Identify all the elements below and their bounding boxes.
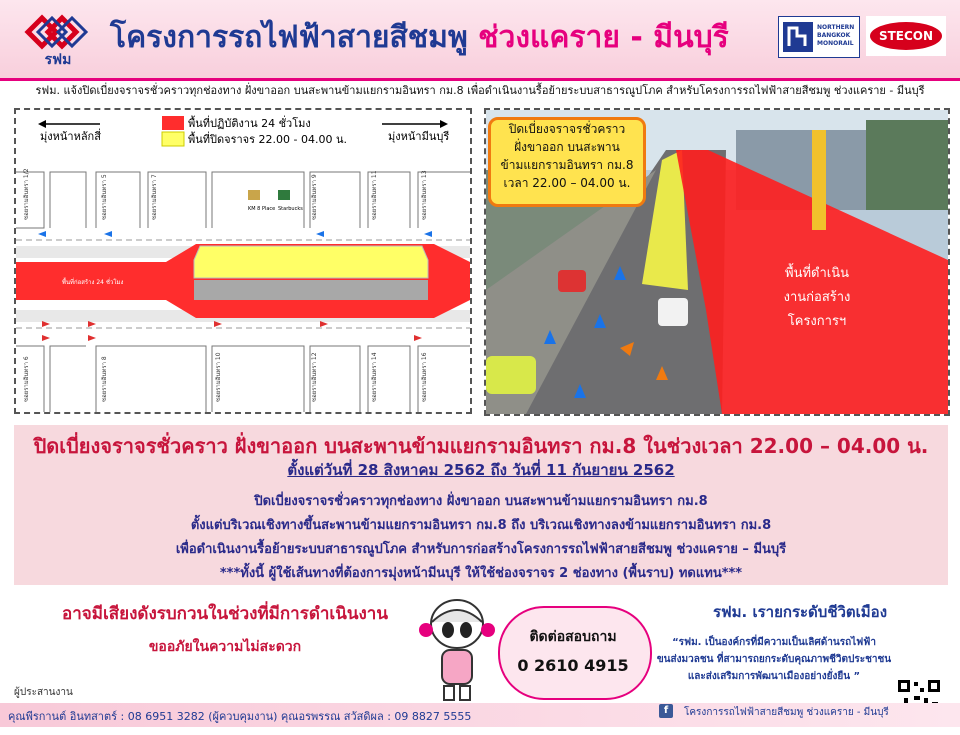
noise-warning: อาจมีเสียงดังรบกวนในช่วงที่มีการดำเนินงาน bbox=[62, 604, 388, 624]
soi-label: ซอยรามอินทรา 1/2 bbox=[23, 168, 30, 220]
nbm-logo-line1: NORTHERN bbox=[817, 24, 855, 31]
nbm-logo-line3: MONORAIL bbox=[817, 40, 854, 47]
info-line: ตั้งแต่บริเวณเชิงทางขึ้นสะพานข้ามแยกรามอินทรา กม.8 ถึง บริเวณเชิงทางลงข้ามแยกรามอินทรา กม.8 bbox=[190, 518, 772, 533]
dir-right-label: มุ่งหน้ามีนบุรี bbox=[388, 130, 450, 143]
photo-work-label bbox=[762, 262, 872, 334]
work-label-line: โครงการฯ bbox=[787, 314, 847, 329]
notice-line: รฟม. แจ้งปิดเบี่ยงจราจรชั่วคราวทุกช่องทาง ฝั่งขาออก บนสะพานข้ามแยกรามอินทรา กม.8 เพื่อดำเนินงานรื้อย้ายระบบสาธารณูปโภค สำหรับโครงการรถไฟฟ้าสายสีชมพู ช่วงแคราย - มีนบุรี bbox=[35, 84, 925, 97]
landmark-icon bbox=[278, 190, 290, 200]
contact-label: ติดต่อสอบถาม bbox=[529, 629, 617, 645]
photo-callout bbox=[488, 117, 646, 207]
nbm-logo-line2: BANGKOK bbox=[817, 32, 851, 39]
page-title bbox=[110, 14, 750, 64]
title-segment: ช่วงแคราย - มีนบุรี bbox=[478, 20, 729, 55]
facebook-page-label[interactable]: โครงการรถไฟฟ้าสายสีชมพู ช่วงแคราย - มีนบุรี bbox=[684, 707, 889, 718]
coordinator-contacts: คุณพีรกานต์ อินทสาตร์ : 08 6951 3282 (ผู้ควบคุมงาน) คุณอรพรรณ สวัสดิผล : 09 8827 5555 bbox=[8, 710, 472, 723]
vision-line: และส่งเสริมการพัฒนาเมืองอย่างยั่งยืน ” bbox=[687, 671, 861, 682]
landmark-icon bbox=[248, 190, 260, 200]
soi-label: ซอยรามอินทรา 5 bbox=[101, 174, 108, 220]
work-label-line: งานก่อสร้าง bbox=[783, 290, 851, 305]
contact-badge bbox=[498, 606, 652, 700]
closed-zone bbox=[194, 246, 428, 278]
soi-label: ซอยรามอินทรา 10 bbox=[215, 352, 222, 402]
callout-line: เวลา 22.00 – 04.00 น. bbox=[503, 176, 631, 190]
dir-left-label: มุ่งหน้าหลักสี่ bbox=[40, 130, 101, 143]
traffic-diagram bbox=[14, 108, 472, 414]
legend-swatch-red bbox=[162, 116, 184, 130]
coordinator-label: ผู้ประสานงาน bbox=[14, 687, 73, 698]
work-label-line: พื้นที่ดำเนิน bbox=[785, 266, 849, 281]
nbm-logo-text bbox=[817, 24, 854, 48]
soi-label: ซอยรามอินทรา 16 bbox=[421, 352, 428, 402]
soi-label: ซอยรามอินทรา 6 bbox=[23, 356, 30, 402]
flow-arrows-outbound bbox=[42, 321, 422, 341]
mrta-logo bbox=[18, 10, 98, 68]
slogan: รฟม. เรายกระดับชีวิตเมือง bbox=[712, 603, 888, 621]
legend-swatch-yellow bbox=[162, 132, 184, 146]
vision-statement bbox=[654, 634, 894, 685]
soi-label: ซอยรามอินทรา 13 bbox=[421, 170, 428, 220]
apology-text: ขออภัยในความไม่สะดวก bbox=[148, 639, 302, 655]
info-line: ***ทั้งนี้ ผู้ใช้เส้นทางที่ต้องการมุ่งหน้ามีนบุรี ให้ใช้ช่องจราจร 2 ช่องทาง (พื้นราบ) ทดแทน*** bbox=[219, 566, 743, 581]
soi-label: ซอยรามอินทรา 11 bbox=[371, 170, 378, 220]
callout-line: ปิดเบี่ยงจราจรชั่วคราว bbox=[508, 122, 626, 136]
info-dates-text: ตั้งแต่วันที่ 28 สิงหาคม 2562 ถึง วันที่ 11 กันยายน 2562 bbox=[287, 461, 675, 479]
vision-line: ขนส่งมวลชน ที่สามารถยกระดับคุณภาพชีวิตประชาชน bbox=[656, 654, 892, 665]
soi-label: ซอยรามอินทรา 7 bbox=[151, 174, 158, 220]
stecon-logo-text: STECON bbox=[870, 22, 942, 50]
soi-label: ซอยรามอินทรา 12 bbox=[311, 352, 318, 402]
landmark-label: Starbucks bbox=[278, 206, 303, 212]
soi-label: ซอยรามอินทรา 14 bbox=[371, 352, 378, 402]
landmark-label: KM 8 Place bbox=[248, 206, 276, 212]
legend-label-yellow: พื้นที่ปิดจราจร 22.00 - 04.00 น. bbox=[188, 133, 347, 146]
info-line: เพื่อดำเนินงานรื้อย้ายระบบสาธารณูปโภค สำหรับการก่อสร้างโครงการรถไฟฟ้าสายสีชมพู ช่วงแคราย – มีนบุรี bbox=[175, 542, 787, 557]
mrta-logo-text: รฟม bbox=[44, 52, 72, 68]
soi-label: ซอยรามอินทรา 9 bbox=[311, 174, 318, 220]
bridge-deck bbox=[194, 280, 428, 300]
contact-phone[interactable]: 0 2610 4915 bbox=[517, 656, 629, 675]
legend-label-red: พื้นที่ปฏิบัติงาน 24 ชั่วโมง bbox=[188, 117, 311, 130]
flow-arrows-inbound bbox=[38, 231, 432, 237]
title-main: โครงการรถไฟฟ้าสายสีชมพู bbox=[110, 20, 468, 55]
info-line: ปิดเบี่ยงจราจรชั่วคราวทุกช่องทาง ฝั่งขาออก บนสะพานข้ามแยกรามอินทรา กม.8 bbox=[254, 494, 708, 509]
mascot-icon bbox=[414, 594, 500, 704]
work-area-note: พื้นที่ก่อสร้าง 24 ชั่วโมง bbox=[62, 279, 124, 286]
vision-line: “รฟม. เป็นองค์กรที่มีความเป็นเลิศด้านรถไฟฟ้า bbox=[672, 637, 876, 648]
callout-line: ฝั่งขาออก บนสะพาน bbox=[514, 140, 620, 154]
info-headline: ปิดเบี่ยงจราจรชั่วคราว ฝั่งขาออก บนสะพานข้ามแยกรามอินทรา กม.8 ในช่วงเวลา 22.00 – 04.00 น. bbox=[33, 434, 929, 458]
soi-label: ซอยรามอินทรา 8 bbox=[101, 356, 108, 402]
traffic-diagram-svg bbox=[16, 110, 470, 412]
stecon-logo bbox=[866, 16, 946, 56]
arrow-right-head-icon bbox=[440, 120, 448, 128]
callout-line: ข้ามแยกรามอินทรา กม.8 bbox=[500, 158, 634, 172]
nbm-logo-mark bbox=[783, 22, 813, 52]
facebook-icon[interactable]: f bbox=[659, 704, 673, 718]
nbm-logo bbox=[778, 16, 860, 58]
arrow-left-head-icon bbox=[38, 120, 46, 128]
info-dates bbox=[14, 458, 948, 482]
